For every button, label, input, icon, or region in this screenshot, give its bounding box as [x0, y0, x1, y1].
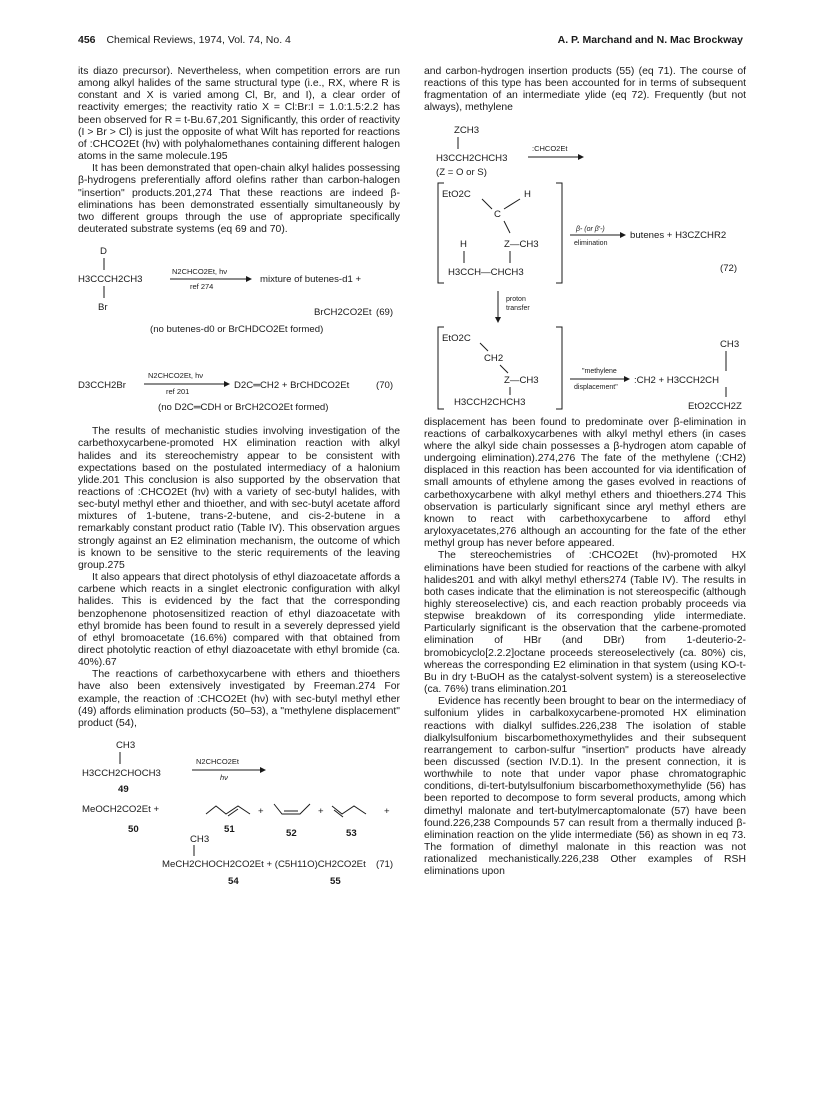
- paragraph: It has been demonstrated that open-chain alkyl halides possessing β-hydrogens preferentially afford olefins rather than carbon-halogen "insertion" products.201,274 That these reactions are indeed β-eliminations has been demonstrated essentially simultaneously by two different groups through the use of appropriate specifically deuterated substrate systems (eq 69 and 70).: [78, 163, 400, 236]
- eq72-number: (72): [720, 262, 738, 274]
- arrow-head: [624, 376, 630, 382]
- eq72-arrow2-top: "methylene: [582, 367, 617, 375]
- eq71-reagent: N2CHCO2Et: [196, 757, 239, 767]
- ylide1-carbanion: C: [494, 208, 501, 220]
- equation-71: [78, 736, 400, 886]
- eq71-product-50: MeOCH2CO2Et +: [82, 804, 160, 816]
- ylide2-backbone: H3CCH2CHCH3: [454, 396, 526, 408]
- compound-51-structure: [206, 806, 250, 814]
- arrow-head: [578, 154, 584, 160]
- eq69-deuterium: D: [100, 246, 107, 258]
- ylide1-z-group: Z—CH3: [504, 238, 539, 250]
- paragraph: The stereochemistries of :CHCO2Et (hν)-promoted HX eliminations have been studied for reactions of the carbene with alkyl halides201 and with alkyl methyl ethers274 (Table IV). The results in both cases indicate that the elimination is not stereospecific (although highly stereoselective) cis, and each reaction probably proceeds via stepwise breakdown of its corresponding ylide intermediate. Particularly significant is the observation that the carbene-promoted elimination of HBr (and DBr) from 1-deuterio-2-bromobicyclo[2.2.2]octane proceeds stereoselectively (ca. 80%) cis, whereas the corresponding E2 elimination in that system (using KO-t-Bu in dry t-BuOH as the catalyst-solvent system) is a stereoselective (ca. 76%) trans elimination.201: [424, 550, 746, 696]
- journal-citation: Chemical Reviews, 1974, Vol. 74, No. 4: [106, 34, 291, 46]
- proton-label: proton: [506, 295, 526, 303]
- bond-line: [500, 365, 508, 373]
- eq71-products-54-55: MeCH2CHOCH2CO2Et + (C5H11O)CH2CO2Et: [162, 859, 366, 871]
- plus-sign: +: [318, 806, 324, 818]
- eq71-reactant: H3CCH2CHOCH3: [82, 768, 161, 780]
- eq72-product2: :CH2 + H3CCH2CH: [634, 374, 720, 386]
- bond-line: [480, 343, 488, 351]
- arrow-head: [620, 232, 626, 238]
- compound-54-label: 54: [228, 876, 239, 887]
- paragraph: Evidence has recently been brought to bear on the intermediacy of sulfonium ylides in carbalkoxycarbene-promoted HX elimination reactions with dialkyl sulfides.226,238 The isolation of stable dialkylsulfonium biscarbomethoxymethylides and their subsequent rearrangement to carbon-sulfur "insertion" products have already been discussed (section IV.D.1). In the present connection, it is worthwhile to note that under vapor phase chromatographic conditions, di-tert-butylsulfonium biscarbomethoxymethylide (56) has been reported to decompose to form several products, among which dimethyl malonate and tert-butylmercaptomalonate (57) have been found.226,238 Compounds 57 can result from a thermally induced β-elimination reaction on the ylide intermediate (56) as shown in eq 73. The formation of dimethyl malonate in this reaction was not rationalized mechanistically.226,238 Other examples of RSH eliminations upon: [424, 696, 746, 878]
- eq72-arrow1-top: β- (or β′-): [576, 225, 605, 233]
- transfer-label: transfer: [506, 304, 530, 312]
- left-column: [78, 66, 400, 892]
- eq69-note: (no butenes-d0 or BrCHDCO2Et formed): [150, 324, 324, 336]
- eq72-product2-ester: EtO2CCH2Z: [688, 400, 742, 411]
- equation-69: [78, 242, 400, 362]
- bracket-right: [556, 183, 562, 283]
- eq72-reagent: :CHCO2Et: [532, 143, 568, 153]
- equation-70: [78, 368, 400, 420]
- bond-line: [504, 221, 510, 233]
- ylide1-hydrogen-top: H: [524, 188, 531, 200]
- eq72-product1: butenes + H3CZCHR2: [630, 229, 727, 241]
- compound-50-label: 50: [128, 824, 139, 836]
- ylide1-hydrogen: H: [460, 238, 467, 250]
- right-column: [424, 66, 746, 879]
- eq72-arrow2-bottom: displacement": [574, 383, 618, 391]
- paragraph: The results of mechanistic studies involving investigation of the carbethoxycarbene-promoted HX elimination reaction with alkyl halides and its stereochemistry appear to be consistent with expectations based on the postulated intermediacy of a halonium ylide.201 This conclusion is also supported by the observation that reactions of :CHCO2Et (hν) with a variety of sec-butyl halides, with sec-butyl methyl ether and thioether, and with sec-butyl acetate afford mixtures of 1-butene, trans-2-butene, and cis-2-butene in a remarkably constant product ratio (Table IV). This observation argues strongly against an E2 elimination mechanism, the outcome of which is known to be sensitive to the steric requirements of the leaving group.275: [78, 426, 400, 571]
- eq70-ref: ref 201: [166, 387, 190, 397]
- arrow-head: [495, 317, 501, 323]
- eq69-product1: mixture of butenes-d1 +: [260, 274, 362, 286]
- eq70-reactant: D3CCH2Br: [78, 380, 126, 392]
- compound-55-label: 55: [330, 876, 341, 887]
- equation-69-scheme: [78, 242, 400, 362]
- eq69-reagent: N2CHCO2Et, hν: [172, 267, 228, 277]
- eq70-reagent: N2CHCO2Et, hν: [148, 371, 204, 381]
- ylide2-ester: EtO2C: [442, 332, 471, 344]
- page-header: [78, 34, 743, 48]
- compound-53-label: 53: [346, 828, 357, 840]
- eq69-ref: ref 274: [190, 282, 214, 292]
- equation-71-scheme: [78, 736, 400, 886]
- double-bond: [228, 809, 238, 816]
- equation-70-scheme: [78, 368, 400, 420]
- ylide1-ester: EtO2C: [442, 188, 471, 200]
- equation-72: [424, 121, 746, 411]
- eq69-product2: BrCH2CO2Et: [314, 307, 372, 319]
- eq71-methyl: CH3: [116, 740, 136, 752]
- bracket-right: [556, 327, 562, 409]
- ylide1-backbone: H3CCH—CHCH3: [448, 266, 524, 278]
- plus-sign: +: [258, 806, 264, 818]
- eq71-number: (71): [376, 859, 394, 871]
- eq72-zch3: ZCH3: [454, 124, 480, 136]
- arrow-head: [260, 767, 266, 773]
- eq71-condition: hν: [220, 773, 228, 783]
- eq69-bromine: Br: [98, 302, 108, 314]
- eq72-arrow1-bottom: elimination: [574, 239, 608, 247]
- ylide2-z-group: Z—CH3: [504, 374, 539, 386]
- eq69-number: (69): [376, 307, 394, 319]
- ylide2-ch2: CH2: [484, 352, 504, 364]
- page-number: 456: [78, 34, 96, 46]
- paragraph: its diazo precursor). Nevertheless, when competition errors are run among alkyl halides of the same structural type (i.e., RX, where R is constant and X is varied among Cl, Br, and I), a clear order of reactivity emerges; the reactivity ratio X = Cl:Br:I = 1.0:1.5:2.2 has been observed for R = t-Bu.67,201 Significantly, this order of reactivity (I > Br > Cl) is just the opposite of what Wilt has reported for reactions of :CHCO2Et (hν) with polyhalomethanes containing different halogen atoms in the same molecule.195: [78, 66, 400, 163]
- bond-line: [482, 199, 492, 209]
- compound-52-label: 52: [286, 828, 297, 840]
- header-authors: A. P. Marchand and N. Mac Brockway: [557, 34, 743, 46]
- paragraph: and carbon-hydrogen insertion products (55) (eq 71). The course of reactions of this type has been accounted for in terms of subsequent fragmentation of an intermediate ylide (eq 72). Frequently (but not always), methylene: [424, 66, 746, 114]
- equation-72-scheme: [424, 121, 746, 411]
- arrow-head: [246, 276, 252, 282]
- eq70-products: D2C═CH2 + BrCHDCO2Et: [234, 380, 350, 392]
- paragraph: It also appears that direct photolysis of ethyl diazoacetate affords a carbene which reacts in a singlet electronic configuration with alkyl halides. This is evidenced by the fact that the corresponding benzophenone photosensitized reaction of ethyl diazoacetate with ethyl bromide has been found to result in a severely depressed yield of ethyl bromoacetate (16.6%) compared with that obtained from direct photolytic reaction of ethyl diazoacetate with ethyl bromide (ca. 40%).67: [78, 572, 400, 669]
- paragraph: The reactions of carbethoxycarbene with ethers and thioethers have also been extensively investigated by Freeman.274 For example, the reaction of :CHCO2Et (hν) with sec-butyl methyl ether (49) affords elimination products (50–53), a "methylene displacement" product (54),: [78, 669, 400, 729]
- compound-49-label: 49: [118, 784, 129, 796]
- eq72-reactant: H3CCH2CHCH3: [436, 152, 508, 164]
- paragraph: displacement has been found to predominate over β-elimination in reactions of carbalkoxycarbenes with alkyl methyl ethers (in cases where the alkyl side chain possesses a β-hydrogen atom capable of undergoing elimination).274,276 The fate of the methylene (:CH2) displaced in this reaction has been accounted for via identification of small amounts of ethylene among the gases evolved in reactions of carbethoxycarbene with alkyl methyl ethers and thioethers.274 This observation is particularly significant since aryl methyl ethers are known to react with carbethoxycarbene to afford ethyl aryloxyacetates,276 although an accounting for the fate of the ether methyl group has never before appeared.: [424, 416, 746, 550]
- eq72-product2-methyl: CH3: [720, 338, 740, 350]
- arrow-head: [224, 381, 230, 387]
- compound-51-label: 51: [224, 824, 235, 836]
- plus-sign: +: [384, 806, 390, 818]
- eq71-methyl-54: CH3: [190, 834, 210, 846]
- eq72-z-definition: (Z = O or S): [436, 166, 487, 178]
- eq70-note: (no D2C═CDH or BrCH2CO2Et formed): [158, 402, 329, 414]
- eq69-reactant: H3CCCH2CH3: [78, 274, 143, 286]
- eq70-number: (70): [376, 380, 394, 392]
- compound-52-structure: [274, 804, 310, 814]
- header-left: [78, 34, 291, 46]
- bond-line: [504, 199, 520, 209]
